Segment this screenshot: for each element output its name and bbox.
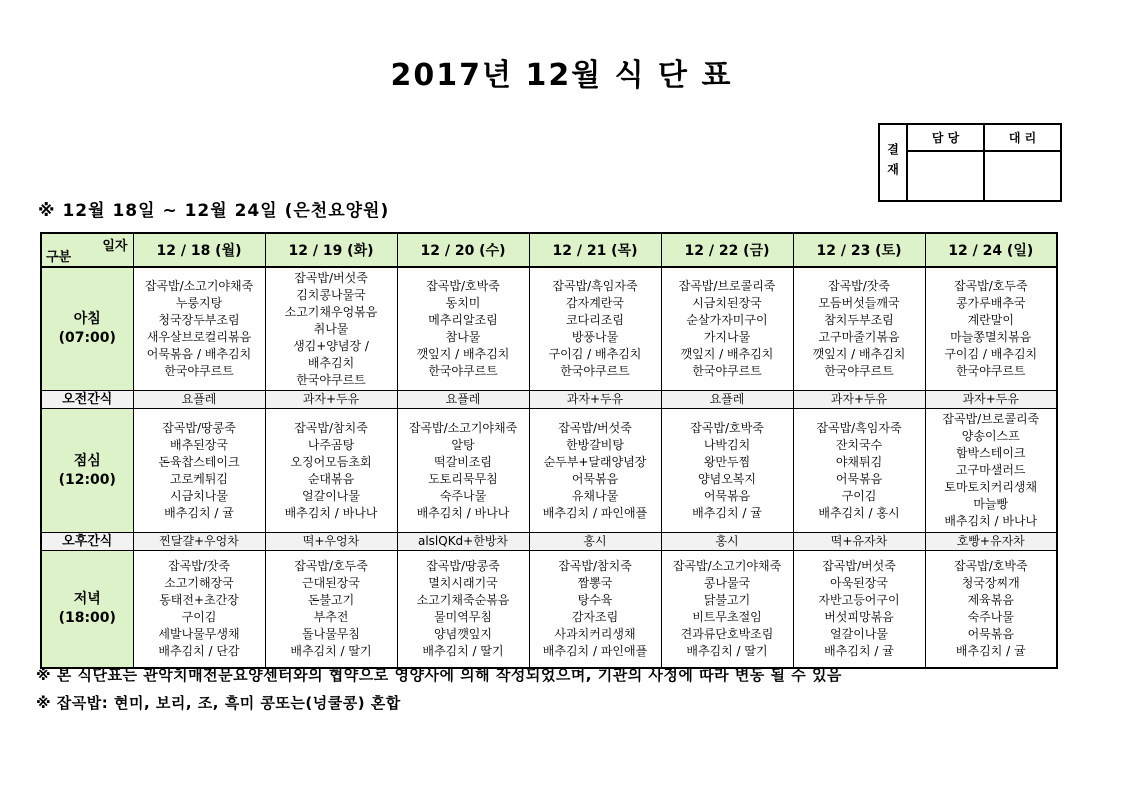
menu-item: 순두부+달래양념장: [543, 454, 647, 469]
menu-item: 배추김치 / 귤: [164, 505, 234, 520]
menu-item: 계란말이: [967, 313, 1014, 327]
corner-label-date: 일자: [102, 239, 128, 254]
week-range-subtitle: ※ 12월 18일 ~ 12월 24일 (은천요양원): [38, 201, 390, 221]
menu-item: 한국야쿠르트: [428, 364, 498, 378]
menu-item: 구이김 / 배추김치: [944, 347, 1038, 361]
approval-stamp-label: 결재: [879, 124, 907, 201]
menu-item: 잡곡밥/브로콜리죽: [942, 412, 1040, 426]
menu-item: 잔치국수: [835, 437, 883, 452]
menu-item: 세발나물무생채: [158, 627, 240, 641]
snack-row: [41, 533, 1057, 551]
menu-cell: [133, 551, 265, 669]
menu-item: 잡곡밥/참치죽: [558, 559, 632, 573]
menu-item: 한국야쿠르트: [824, 364, 894, 378]
snack-cell: 요플레: [397, 391, 529, 409]
menu-item: 나박김치: [703, 437, 751, 452]
menu-item: 배추김치 / 귤: [955, 644, 1026, 658]
menu-item: 어묵볶음: [835, 471, 883, 486]
menu-item: 감자계란국: [566, 296, 624, 310]
menu-item: 잡곡밥/버섯죽: [294, 270, 368, 285]
menu-item: 구이김: [181, 610, 217, 624]
menu-item: 멸치시래기국: [428, 576, 498, 590]
menu-item: 한방갈비탕: [566, 437, 624, 452]
menu-item: 잡곡밥/소고기야채죽: [144, 279, 254, 293]
menu-item: 배추김치 / 귤: [692, 505, 762, 520]
day-header-cell: 12 / 20 (수): [397, 233, 529, 267]
menu-item: 고로케튀김: [170, 471, 228, 486]
menu-item: 배추김치 / 바나나: [416, 505, 510, 520]
menu-item: 버섯피망볶음: [824, 610, 894, 624]
menu-item: 어묵볶음: [967, 627, 1014, 641]
menu-item: 오징어모듬초회: [290, 454, 372, 469]
snack-cell: 떡+유자차: [793, 533, 925, 551]
menu-item: 마늘쫑멸치볶음: [950, 330, 1032, 344]
menu-item: 얼갈이나물: [830, 627, 888, 641]
page-title: 2017년 12월 식 단 표: [390, 58, 733, 93]
menu-item: 어묵볶음: [703, 488, 751, 503]
menu-item: 도토리묵무침: [428, 471, 498, 486]
snack-cell: 요플레: [133, 391, 265, 409]
menu-item: 잡곡밥/호박죽: [953, 559, 1028, 573]
menu-item: 견과류단호박조림: [680, 627, 774, 641]
row-label-cell: [41, 267, 133, 391]
menu-item: 잡곡밥/버섯죽: [558, 420, 632, 435]
menu-item: 배추김치 / 파인애플: [542, 644, 648, 658]
menu-item: 동치미: [445, 296, 481, 310]
menu-item: 닭불고기: [703, 593, 751, 607]
menu-item: 취나물: [313, 321, 349, 336]
menu-cell: [529, 267, 661, 391]
menu-item: 시금치나물: [170, 488, 228, 503]
menu-item: 부추전: [313, 610, 349, 624]
menu-item: 잡곡밥/소고기야채죽: [672, 559, 782, 573]
menu-cell: [529, 409, 661, 533]
meal-name: 점심: [73, 452, 101, 469]
menu-item: 잡곡밥/브로콜리죽: [678, 279, 776, 293]
menu-item: 배추김치 / 단감: [158, 644, 240, 658]
snack-cell: 찐달걀+우엉차: [133, 533, 265, 551]
menu-item: 제육볶음: [967, 593, 1014, 607]
menu-item: 방풍나물: [571, 330, 619, 344]
menu-item: 김치콩나물국: [296, 287, 366, 302]
snack-cell: 과자+두유: [925, 391, 1057, 409]
menu-cell: [265, 551, 397, 669]
footnotes: [36, 664, 842, 720]
menu-cell: [661, 409, 793, 533]
menu-item: 물미역무침: [434, 610, 492, 624]
menu-item: 아욱된장국: [830, 576, 888, 590]
menu-item: 한국야쿠르트: [296, 372, 366, 387]
day-header-cell: 12 / 21 (목): [529, 233, 661, 267]
menu-item: 구이김 / 배추김치: [548, 347, 642, 361]
menu-item: 나주곰탕: [307, 437, 355, 452]
menu-item: 고구마샐러드: [955, 463, 1026, 477]
menu-item: 잡곡밥/참치죽: [294, 420, 368, 435]
menu-item: 생김+양념장 /: [293, 338, 369, 353]
menu-item: 어묵볶음 / 배추김치: [146, 347, 252, 361]
menu-item: 콩가루배추국: [955, 296, 1026, 310]
snack-cell: 과자+두유: [529, 391, 661, 409]
menu-item: 알탕: [451, 437, 475, 452]
day-header-cell: 12 / 19 (화): [265, 233, 397, 267]
menu-cell: [793, 267, 925, 391]
menu-item: 잡곡밥/흑임자죽: [816, 420, 902, 435]
menu-item: 한국야쿠르트: [560, 364, 630, 378]
menu-item: 탕수육: [577, 593, 613, 607]
approval-sign-cell-manager: [907, 151, 984, 201]
menu-item: 시금치된장국: [692, 296, 762, 310]
menu-cell: [793, 409, 925, 533]
menu-item: 양송이스프: [961, 429, 1020, 443]
menu-cell: [397, 267, 529, 391]
menu-cell: [397, 409, 529, 533]
menu-item: 돈불고기: [307, 593, 355, 607]
menu-item: 청국장두부조림: [158, 313, 240, 327]
menu-item: 얼갈이나물: [302, 488, 360, 503]
row-label-cell: [41, 409, 133, 533]
snack-cell: 호빵+유자차: [925, 533, 1057, 551]
menu-cell: [265, 267, 397, 391]
snack-label-cell: 오전간식: [41, 391, 133, 409]
meal-time: (18:00): [58, 610, 116, 626]
day-header-cell: 12 / 22 (금): [661, 233, 793, 267]
approval-col-manager: 담 당: [907, 124, 984, 151]
meal-plan-table: [40, 232, 1058, 669]
menu-item: 깻잎지 / 배추김치: [812, 347, 906, 361]
menu-cell: [925, 409, 1057, 533]
approval-col-deputy: 대 리: [984, 124, 1061, 151]
menu-item: 깻잎지 / 배추김치: [680, 347, 774, 361]
menu-cell: [793, 551, 925, 669]
menu-item: 잡곡밥/호두죽: [294, 559, 368, 573]
table-header-row: [41, 233, 1057, 267]
menu-item: 왕만두찜: [703, 454, 751, 469]
snack-cell: 홍시: [529, 533, 661, 551]
approval-box: [878, 123, 1062, 202]
menu-item: 잡곡밥/잣죽: [167, 559, 230, 573]
snack-row: [41, 391, 1057, 409]
menu-item: 가지나물: [703, 330, 751, 344]
menu-item: 돌나물무침: [302, 627, 360, 641]
menu-item: 배추김치 / 바나나: [944, 514, 1038, 528]
corner-cell: [41, 233, 133, 267]
menu-item: 메추리알조림: [428, 313, 498, 327]
menu-item: 자반고등어구이: [818, 593, 900, 607]
menu-item: 어묵볶음: [571, 471, 619, 486]
menu-item: 모듬버섯들깨국: [818, 296, 900, 310]
menu-item: 감자조림: [571, 610, 619, 624]
menu-item: 근대된장국: [302, 576, 360, 590]
menu-item: 소고기해장국: [164, 576, 234, 590]
meal-row: [41, 409, 1057, 533]
snack-cell: 홍시: [661, 533, 793, 551]
menu-item: 동태전+초간장: [159, 593, 239, 607]
day-header-cell: 12 / 24 (일): [925, 233, 1057, 267]
menu-item: 숙주나물: [439, 488, 487, 503]
snack-cell: alslQKd+한방차: [397, 533, 529, 551]
menu-item: 순대볶음: [307, 471, 355, 486]
meal-time: (12:00): [58, 471, 116, 488]
menu-cell: [661, 267, 793, 391]
menu-item: 한국야쿠르트: [692, 364, 762, 378]
menu-item: 소고기채죽순볶음: [416, 593, 510, 607]
approval-sign-cell-deputy: [984, 151, 1061, 201]
menu-item: 콩나물국: [703, 576, 751, 590]
menu-item: 배추김치 / 귤: [824, 644, 894, 658]
menu-cell: [133, 409, 265, 533]
menu-item: 짬뽕국: [577, 576, 613, 590]
menu-item: 잡곡밥/호박죽: [426, 279, 500, 293]
menu-item: 깻잎지 / 배추김치: [416, 347, 510, 361]
menu-item: 참치두부조림: [824, 313, 894, 327]
menu-item: 청국장찌개: [961, 576, 1020, 590]
menu-item: 숙주나물: [967, 610, 1014, 624]
menu-item: 배추김치 / 딸기: [686, 644, 768, 658]
snack-cell: 과자+두유: [265, 391, 397, 409]
menu-item: 양념오복지: [698, 471, 756, 486]
meal-name: 아침: [73, 311, 101, 327]
menu-item: 잡곡밥/땅콩죽: [162, 420, 236, 435]
menu-item: 배추김치 / 바나나: [284, 505, 378, 520]
menu-cell: [661, 551, 793, 669]
menu-item: 고구마줄기볶음: [818, 330, 900, 344]
snack-cell: 요플레: [661, 391, 793, 409]
menu-item: 유채나물: [571, 488, 619, 503]
footnote-grain-rice: ※ 잡곡밥: 현미, 보리, 조, 흑미 콩또는(넝쿨콩) 혼합: [36, 694, 401, 712]
menu-cell: [397, 551, 529, 669]
menu-item: 비트무초절임: [692, 610, 762, 624]
menu-item: 누룽지탕: [175, 296, 223, 310]
meal-row: [41, 267, 1057, 391]
menu-cell: [133, 267, 265, 391]
snack-label-cell: 오후간식: [41, 533, 133, 551]
menu-item: 새우살브로컬리볶음: [146, 330, 252, 344]
menu-item: 배추김치 / 딸기: [422, 644, 504, 658]
menu-item: 배추김치 / 파인애플: [542, 505, 648, 520]
menu-item: 떡갈비조림: [434, 454, 492, 469]
menu-item: 순살가자미구이: [686, 313, 768, 327]
menu-item: 한국야쿠르트: [955, 364, 1026, 378]
menu-item: 잡곡밥/잣죽: [827, 279, 890, 293]
menu-item: 배추김치: [307, 355, 355, 370]
menu-item: 잡곡밥/버섯죽: [822, 559, 896, 573]
menu-item: 소고기채우엉볶음: [284, 304, 378, 319]
meal-name: 저녁: [73, 591, 101, 607]
menu-item: 한국야쿠르트: [164, 364, 234, 378]
menu-item: 참나물: [445, 330, 481, 344]
meal-time: (07:00): [58, 330, 116, 346]
corner-label-category: 구분: [46, 250, 72, 265]
menu-item: 야채튀김: [835, 454, 883, 469]
meal-row: [41, 551, 1057, 669]
footnote-agreement: ※ 본 식단표는 관악치매전문요양센터와의 협약으로 영양사에 의해 작성되었으며, 기관의 사정에 따라 변동 될 수 있음: [36, 666, 842, 684]
menu-item: 잡곡밥/소고기야채죽: [408, 420, 518, 435]
menu-item: 사과치커리생채: [554, 627, 636, 641]
menu-item: 배추된장국: [170, 437, 228, 452]
menu-item: 배추김치 / 홍시: [818, 505, 900, 520]
menu-item: 구이김: [841, 488, 877, 503]
menu-item: 잡곡밥/흑임자죽: [552, 279, 638, 293]
menu-item: 배추김치 / 딸기: [290, 644, 372, 658]
menu-item: 돈육찹스테이크: [158, 454, 240, 469]
menu-item: 잡곡밥/호박죽: [690, 420, 764, 435]
row-label-cell: [41, 551, 133, 669]
menu-item: 함박스테이크: [955, 446, 1026, 460]
menu-cell: [529, 551, 661, 669]
menu-item: 잡곡밥/땅콩죽: [426, 559, 500, 573]
menu-item: 양념깻잎지: [434, 627, 492, 641]
menu-cell: [925, 267, 1057, 391]
menu-item: 마늘빵: [973, 497, 1009, 511]
menu-item: 토마토치커리생채: [944, 480, 1038, 494]
menu-cell: [265, 409, 397, 533]
menu-item: 코다리조림: [566, 313, 624, 327]
day-header-cell: 12 / 18 (월): [133, 233, 265, 267]
snack-cell: 떡+우엉차: [265, 533, 397, 551]
menu-item: 잡곡밥/호두죽: [953, 279, 1028, 293]
menu-cell: [925, 551, 1057, 669]
snack-cell: 과자+두유: [793, 391, 925, 409]
day-header-cell: 12 / 23 (토): [793, 233, 925, 267]
